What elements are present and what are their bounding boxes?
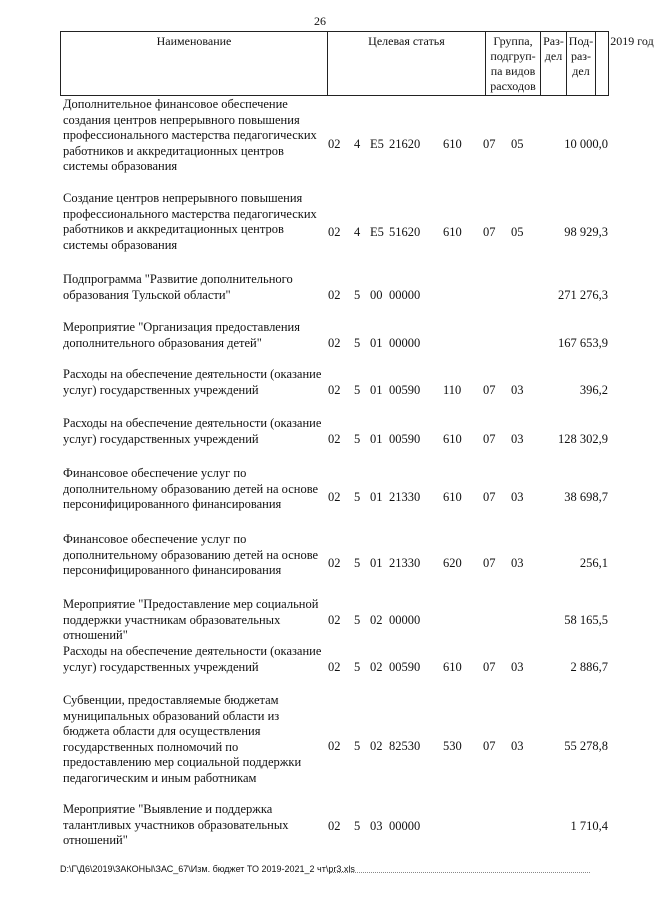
group-code: 620 <box>443 556 462 570</box>
header-section: Раз- дел <box>541 32 567 95</box>
code-direction: 82530 <box>389 739 421 753</box>
amount: 38 698,7 <box>564 490 608 504</box>
code-direction: 00000 <box>389 288 421 302</box>
section-code: 07 <box>483 137 496 151</box>
code-subprogram: 5 <box>354 432 361 446</box>
code-program: 02 <box>328 383 341 397</box>
header-name: Наименование <box>61 32 328 95</box>
group-code: 610 <box>443 490 462 504</box>
section-code: 07 <box>483 490 496 504</box>
amount: 98 929,3 <box>564 225 608 239</box>
page-number: 26 <box>314 14 326 28</box>
table-row <box>63 644 608 689</box>
code-event: 01 <box>370 336 383 350</box>
code-program: 02 <box>328 490 341 504</box>
code-direction: 00590 <box>389 383 421 397</box>
amount: 396,2 <box>579 383 608 397</box>
subsection-code: 03 <box>511 432 524 446</box>
code-event: 01 <box>370 432 383 446</box>
section-code: 07 <box>483 660 496 674</box>
amount: 167 653,9 <box>558 336 608 350</box>
row-name: Создание центров непрерывного повышения профессионального мастерства педагогических работников и аккредитационных центров системы образования <box>63 191 317 252</box>
code-program: 02 <box>328 819 341 833</box>
code-subprogram: 4 <box>354 137 361 151</box>
code-program: 02 <box>328 660 341 674</box>
code-event: Е5 <box>370 137 384 151</box>
code-subprogram: 5 <box>354 660 361 674</box>
row-name: Субвенции, предоставляемые бюджетам муниципальных образований области из бюджета области для осуществления государственных полномочий по предоставлению мер социальной поддержки педагогическим и иным работникам <box>63 693 302 785</box>
code-direction: 21330 <box>389 490 421 504</box>
section-code: 07 <box>483 556 496 570</box>
code-subprogram: 4 <box>354 225 361 239</box>
group-code: 530 <box>443 739 462 753</box>
table-row <box>63 191 608 271</box>
code-program: 02 <box>328 739 341 753</box>
code-subprogram: 5 <box>354 383 361 397</box>
amount: 271 276,3 <box>558 288 608 302</box>
code-program: 02 <box>328 613 341 627</box>
code-subprogram: 5 <box>354 819 361 833</box>
row-name: Мероприятие "Предоставление мер социальной поддержки участникам образовательных отношений" <box>63 597 319 642</box>
code-event: 01 <box>370 383 383 397</box>
code-event: 02 <box>370 739 383 753</box>
table-header <box>60 31 654 96</box>
code-direction: 21330 <box>389 556 421 570</box>
code-subprogram: 5 <box>354 739 361 753</box>
row-name: Расходы на обеспечение деятельности (оказание услуг) государственных учреждений <box>63 367 322 397</box>
code-event: 02 <box>370 660 383 674</box>
code-event: 01 <box>370 556 383 570</box>
amount: 128 302,9 <box>558 432 608 446</box>
row-name: Дополнительное финансовое обеспечение создания центров непрерывного повышения профессионального мастерства педагогических работников и аккредитационных центров системы образования <box>63 97 317 173</box>
code-program: 02 <box>328 432 341 446</box>
code-event: Е5 <box>370 225 384 239</box>
row-name: Финансовое обеспечение услуг по дополнительному образованию детей на основе персонифицированного финансирования <box>63 532 319 577</box>
table-row <box>63 97 608 191</box>
row-name: Мероприятие "Выявление и поддержка талантливых участников образовательных отношений" <box>63 802 289 847</box>
section-code: 07 <box>483 432 496 446</box>
file-path-footer: D:\Г\Д6\2019\ЗАКОНЫ\ЗАС_67\Изм. бюджет ТО 2019-2021_2 чт\pr3.xls <box>60 864 355 874</box>
code-program: 02 <box>328 225 341 239</box>
code-program: 02 <box>328 556 341 570</box>
header-target-article: Целевая статья <box>328 32 486 95</box>
amount: 55 278,8 <box>564 739 608 753</box>
table-row <box>63 693 608 788</box>
code-subprogram: 5 <box>354 288 361 302</box>
code-subprogram: 5 <box>354 336 361 350</box>
header-subsection: Под- раз- дел <box>567 32 596 95</box>
code-subprogram: 5 <box>354 613 361 627</box>
table-row <box>63 367 608 412</box>
code-direction: 00590 <box>389 660 421 674</box>
subsection-code: 03 <box>511 383 524 397</box>
section-code: 07 <box>483 225 496 239</box>
group-code: 110 <box>443 383 462 397</box>
code-event: 00 <box>370 288 383 302</box>
row-name: Подпрограмма "Развитие дополнительного образования Тульской области" <box>63 272 293 302</box>
code-direction: 00590 <box>389 432 421 446</box>
subsection-code: 03 <box>511 490 524 504</box>
group-code: 610 <box>443 660 462 674</box>
code-subprogram: 5 <box>354 556 361 570</box>
code-direction: 51620 <box>389 225 421 239</box>
code-event: 03 <box>370 819 383 833</box>
code-event: 02 <box>370 613 383 627</box>
header-group: Группа, подгруп- па видов расходов <box>486 32 541 95</box>
table-row <box>63 272 608 317</box>
header-year: 2019 год <box>610 34 654 48</box>
footer-divider <box>330 872 590 873</box>
row-name: Расходы на обеспечение деятельности (оказание услуг) государственных учреждений <box>63 644 322 674</box>
subsection-code: 03 <box>511 660 524 674</box>
code-program: 02 <box>328 137 341 151</box>
subsection-code: 03 <box>511 739 524 753</box>
code-direction: 00000 <box>389 613 421 627</box>
table-row <box>63 802 608 852</box>
subsection-code: 05 <box>511 137 524 151</box>
amount: 2 886,7 <box>570 660 608 674</box>
code-direction: 00000 <box>389 336 421 350</box>
code-subprogram: 5 <box>354 490 361 504</box>
subsection-code: 05 <box>511 225 524 239</box>
amount: 58 165,5 <box>564 613 608 627</box>
table-row <box>63 466 608 530</box>
table-row <box>63 320 608 365</box>
row-name: Расходы на обеспечение деятельности (оказание услуг) государственных учреждений <box>63 416 322 446</box>
amount: 1 710,4 <box>570 819 608 833</box>
row-name: Финансовое обеспечение услуг по дополнительному образованию детей на основе персонифицированного финансирования <box>63 466 319 511</box>
section-code: 07 <box>483 383 496 397</box>
code-event: 01 <box>370 490 383 504</box>
group-code: 610 <box>443 225 462 239</box>
group-code: 610 <box>443 137 462 151</box>
section-code: 07 <box>483 739 496 753</box>
code-direction: 21620 <box>389 137 421 151</box>
table-row <box>63 597 608 644</box>
amount: 10 000,0 <box>564 137 608 151</box>
group-code: 610 <box>443 432 462 446</box>
table-row <box>63 416 608 461</box>
amount: 256,1 <box>579 556 608 570</box>
table-row <box>63 532 608 596</box>
code-program: 02 <box>328 336 341 350</box>
code-program: 02 <box>328 288 341 302</box>
code-direction: 00000 <box>389 819 421 833</box>
row-name: Мероприятие "Организация предоставления дополнительного образования детей" <box>63 320 300 350</box>
subsection-code: 03 <box>511 556 524 570</box>
